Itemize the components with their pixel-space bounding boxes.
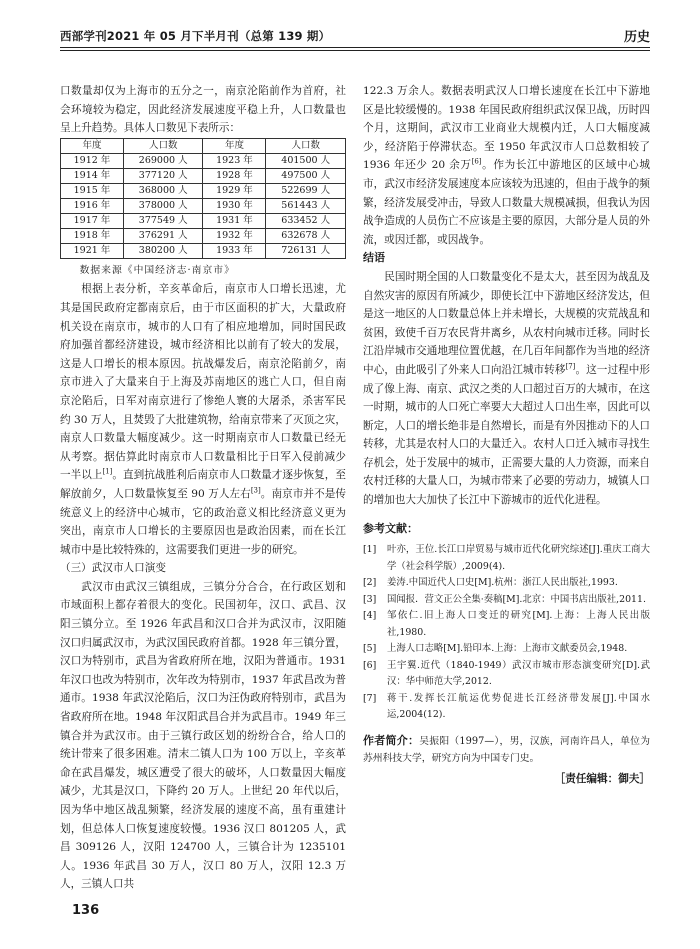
- table-cell: 522699 人: [266, 183, 346, 198]
- reference-text: 邹依仁.旧上海人口变迁的研究[M].上海：上海人民出版社,1980.: [387, 610, 650, 638]
- wuhan-paragraph: 武汉市由武汉三镇组成，三镇分分合合，在行政区划和市域面积上都存着很大的变化。民国初年，汉口、武昌、汉阳三镇分立。至 1926 年武昌和汉口合并为武汉市，汉阳随汉口归属武汉市，为武汉国民政府首都。1928 年三镇分置，汉口为特别市，武昌为省政府所在地，汉阳为普通市。1931 年汉口也改为特别市，次年改为特别市，1937 年武昌改为普通市。1938 年武汉沦陷后，汉口为汪伪政府特别市，武昌为省政府所在地。1948 年汉阳武昌合并为武昌市。1949 年三镇合并为武汉市。由于三镇行政区划的纷纷合合，给人口的统计带来了很多困难。清末二镇人口为 100 万以上，辛亥革命在武昌爆发，城区遭受了很大的破坏，人口数量因大幅度减少，尤其是汉口，下降约 20 万人。上世纪 20 年代以后，因为华中地区战乱频繁，经济发展的速度不高，虽有重建计划，但总体人口恢复速度较慢。1936 汉口 801205 人，武昌 309126 人，汉阳 124700 人，三镇合计为 1235101 人。1936 年武昌 30 万人，汉口 80 万人，汉阳 12.3 万人，三镇人口共: [60, 580, 346, 891]
- table-row: [61, 198, 346, 213]
- table-cell: 1916 年: [61, 198, 124, 213]
- table-header-row: [61, 138, 346, 153]
- reference-number: [1]: [363, 544, 377, 556]
- nanjing-paragraph: [60, 280, 346, 559]
- references-list: [363, 542, 650, 724]
- citation-6: [6]: [471, 157, 482, 166]
- table-cell: 378000 人: [123, 198, 203, 213]
- table-row: [61, 168, 346, 183]
- author-label: 作者简介：: [363, 733, 420, 747]
- journal-title: 西部学刊2021 年 05 月下半月刊（总第 139 期）: [60, 29, 331, 43]
- table-cell: 年度: [203, 138, 266, 153]
- conclusion-text-b: 。这一过程中形成了像上海、南京、武汉之类的人口超过百万的大城市，在这一时期，城市的人口死亡率要大大超过人口出生率，因此可以断定，人口的增长绝非是自然增长，而是有外因推动下的人口转移，尤其是农村人口的大量迁入。农村人口迁入城市寻找生存机会，处于发展中的城市，正需要大量的人力资源，而来自农村迁移的大量人口，为城市带来了必要的劳动力，城镇人口的增加也大大加快了长江中下游城市的近代化进程。: [363, 363, 651, 507]
- table-cell: 人口数: [266, 138, 346, 153]
- table-cell: 632678 人: [266, 228, 346, 243]
- wuhan-cont-text-a: 122.3 万余人。数据表明武汉人口增长速度在长江中下游地区是比较缓慢的。1938 年国民政府组织武汉保卫战，历时四个月，这期间，武汉市工业商业大规模内迁，人口大幅度减少，经济陷于停滞状态。至 1950 年武汉市人口总数相较了 1936 年还少 20 余万: [363, 85, 650, 172]
- table-cell: 368000 人: [123, 183, 203, 198]
- citation-1: [1]: [102, 467, 113, 476]
- table-cell: 269000 人: [123, 153, 203, 168]
- table-cell: 1912 年: [61, 153, 124, 168]
- page-number: 136: [72, 903, 100, 918]
- reference-item: [363, 641, 650, 658]
- table-source: 数据来源《中国经济志·南京市》: [79, 264, 235, 276]
- table-cell: 377120 人: [123, 168, 203, 183]
- population-table-body: [61, 138, 346, 258]
- table-row: [61, 183, 346, 198]
- header-rule-thin: [60, 50, 650, 51]
- table-cell: 1933 年: [203, 243, 266, 258]
- reference-item: [363, 592, 650, 609]
- table-cell: 1918 年: [61, 228, 124, 243]
- table-cell: 377549 人: [123, 213, 203, 228]
- table-cell: 1917 年: [61, 213, 124, 228]
- table-row: [61, 213, 346, 228]
- table-cell: 年度: [61, 138, 124, 153]
- reference-item: [363, 575, 650, 592]
- conclusion-heading: 结语: [363, 251, 385, 265]
- reference-number: [6]: [363, 659, 377, 671]
- reference-number: [3]: [363, 593, 377, 605]
- reference-item: [363, 658, 650, 691]
- reference-number: [2]: [363, 577, 377, 589]
- reference-text: 王宇翼.近代（1840-1949）武汉市城市形态演变研究[D].武汉：华中师范大学,2012.: [387, 659, 650, 688]
- wuhan-subheading: （三）武汉市人口演变: [60, 562, 166, 575]
- reference-number: [4]: [363, 610, 377, 622]
- conclusion-paragraph: [363, 268, 650, 510]
- table-cell: 1928 年: [203, 168, 266, 183]
- citation-3: [3]: [250, 486, 261, 495]
- wuhan-cont-text-b: 。作为长江中游地区的区域中心城市，武汉市经济发展速度本应该较为迅速的，但由于战争的频繁，经济发展受冲击，导致人口数量大规模减损，但我认为因战争造成的人员伤亡不应该是主要的原因，大部分是人员的外流，或因迁都，或因战争。: [363, 159, 650, 246]
- table-cell: 561443 人: [266, 198, 346, 213]
- left-column: [60, 82, 346, 894]
- table-row: [61, 228, 346, 243]
- references-heading: 参考文献：: [363, 521, 418, 535]
- table-cell: 1915 年: [61, 183, 124, 198]
- table-cell: 376291 人: [123, 228, 203, 243]
- right-column: [363, 82, 650, 788]
- table-cell: 1932 年: [203, 228, 266, 243]
- editor-note: ［责任编辑：御夫］: [554, 772, 650, 785]
- reference-text: 国闻报．营文正公全集·奏稿[M].北京：中国书店出版社,2011.: [387, 593, 646, 605]
- table-cell: 633452 人: [266, 213, 346, 228]
- reference-text: 上海人口志略[M].铅印本.上海：上海市文献委员会,1948.: [387, 643, 628, 655]
- nanjing-text-b: 。直到抗战胜利后南京市人口数量才逐步恢复，至解放前夕，人口数量恢复至 90 万人左右: [60, 469, 347, 500]
- reference-number: [7]: [363, 692, 377, 704]
- reference-item: [363, 608, 650, 641]
- table-cell: 1930 年: [203, 198, 266, 213]
- conclusion-text-a: 民国时期全国的人口数量变化不是太大，甚至因为战乱及自然灾害的原因有所减少，即使长江中下游地区经济发达，但是这一地区的人口数量总体上并未增长，大规模的灾荒战乱和贫困，致使千百万农民背井离乡，从农村向城市迁移。同时长江沿岸城市交通地理位置优越，在几百年间都作为当地的经济中心，由此吸引了外来人口向沿江城市转移: [363, 270, 650, 376]
- reference-number: [5]: [363, 643, 377, 655]
- table-cell: 380200 人: [123, 243, 203, 258]
- reference-text: 姜涛.中国近代人口史[M].杭州：浙江人民出版社,1993.: [387, 577, 618, 589]
- table-cell: 401500 人: [266, 153, 346, 168]
- nanjing-text-c: 。南京市并不是传统意义上的经济中心城市，它的政治意义相比经济意义更为突出，南京市人口增长的主要原因也是政治因素，而在长江城市中是比较特殊的，这需要我们更进一步的研究。: [60, 487, 346, 556]
- table-cell: 人口数: [123, 138, 203, 153]
- citation-7: [7]: [565, 362, 576, 371]
- section-label: 历史: [623, 30, 650, 45]
- page-header: [60, 26, 650, 46]
- reference-text: 蒋干.发挥长江航运优势促进长江经济带发展[J].中国水运,2004(12).: [387, 692, 650, 721]
- table-cell: 1923 年: [203, 153, 266, 168]
- table-row: [61, 243, 346, 258]
- intro-paragraph: 口数量却仅为上海市的五分之一，南京沦陷前作为首府，社会环境较为稳定，因此经济发展速度平稳上升，人口数量也呈上升趋势。具体人口数见下表所示：: [60, 85, 346, 135]
- header-rule-thick: [60, 47, 650, 48]
- author-bio: [363, 732, 650, 768]
- table-cell: 1931 年: [203, 213, 266, 228]
- wuhan-continued-paragraph: [363, 82, 650, 249]
- population-table: [60, 138, 346, 259]
- reference-item: [363, 542, 650, 575]
- table-cell: 1921 年: [61, 243, 124, 258]
- reference-text: 叶亦，王位.长江口岸贸易与城市近代化研究综述[J].重庆工商大学（社会科学版）,2009(4).: [387, 544, 650, 572]
- table-cell: 1929 年: [203, 183, 266, 198]
- table-cell: 1914 年: [61, 168, 124, 183]
- table-cell: 726131 人: [266, 243, 346, 258]
- reference-item: [363, 691, 650, 724]
- author-text: 吴振阳（1997—），男，汉族，河南许昌人，单位为苏州科技大学，研究方向为中国专门史。: [363, 735, 650, 765]
- nanjing-text-a: 根据上表分析，辛亥革命后，南京市人口增长迅速，尤其是国民政府定都南京后，由于市区面积的扩大，大量政府机关设在南京市，城市的人口有了相应地增加，同时国民政府加强首都经济建设，城市经济相比以前有了较大的发展，这是人口增长的根本原因。抗战爆发后，南京沦陷前夕，南京市进入了大量来自于上海及苏南地区的逃亡人口，但自南京沦陷后，日军对南京进行了惨绝人寰的大屠杀，杀害军民约 30 万人，且焚毁了大批建筑物，给南京带来了灭顶之灾，南京人口数量大幅度减少。这一时期南京市人口数量已经无从考察。据估算此时南京市人口数量相比于日军入侵前减少一半以上: [60, 283, 346, 482]
- table-cell: 497500 人: [266, 168, 346, 183]
- table-row: [61, 153, 346, 168]
